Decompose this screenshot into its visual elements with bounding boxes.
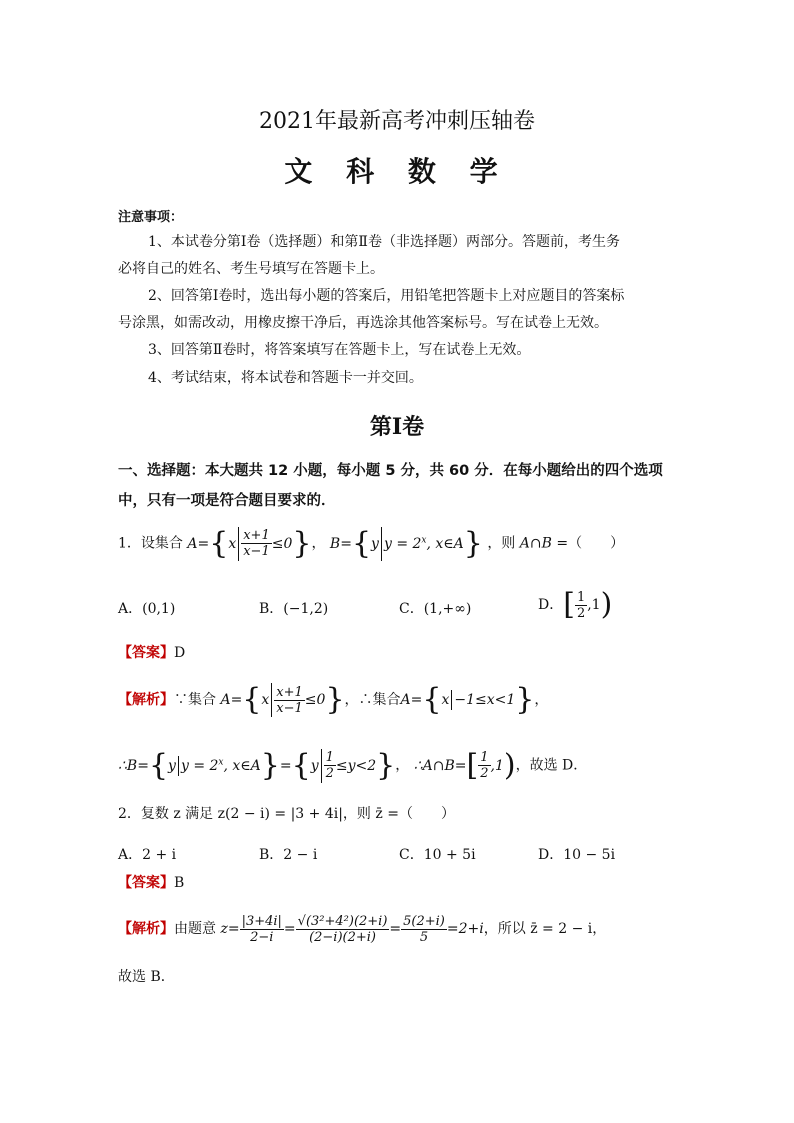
q2-option-d: D．10 − 5i bbox=[538, 847, 616, 863]
q2-option-a: A．2 + i bbox=[118, 847, 177, 863]
q1-analysis-set-a: A={x $\frac{x+1}{x-1}$ ≤0} bbox=[220, 682, 345, 717]
note-line-5: 3、回答第Ⅱ卷时，将答案填写在答题卡上，写在试卷上无效。 bbox=[148, 342, 531, 358]
q2-analysis-formula: z= $\frac{|3+4i|}{2-i}$ = $\frac{\text{√(3²+4²)(2+i)}}{(2-i)(2+i)}$ = $\frac{5(2+i)}{5}$ =2+i bbox=[220, 913, 484, 945]
q2-option-c: C．10 + 5i bbox=[399, 847, 476, 863]
question-2: 2．复数 z 满足 z(2 − i) = |3 + 4i|，则 z̄ =（ ） bbox=[118, 806, 455, 822]
q1-set-a: A={x $\frac{x+1}{x-1}$ ≤0} bbox=[187, 525, 312, 561]
note-line-1: 1、本试卷分第Ⅰ卷（选择题）和第Ⅱ卷（非选择题）两部分。答题前，考生务 bbox=[148, 234, 620, 250]
q2-analysis-line bbox=[118, 909, 606, 949]
q1-analysis-set-a-result: A={x −1≤x<1} bbox=[400, 682, 535, 717]
notes-heading: 注意事项： bbox=[118, 210, 184, 225]
subject-title: 文 科 数 学 bbox=[284, 155, 510, 188]
q2-analysis-tag: 【解析】 bbox=[118, 921, 174, 937]
q2-conclusion: 故选 B． bbox=[118, 969, 175, 985]
q1-option-d: D．[ $\frac{1}{2}$ ,1) bbox=[538, 587, 613, 622]
q2-answer bbox=[118, 876, 184, 890]
section-title: 第Ⅰ卷 bbox=[369, 414, 425, 440]
paper-title: 2021年最新高考冲刺压轴卷 bbox=[259, 109, 535, 134]
q1-number: 1．设集合 bbox=[118, 535, 183, 552]
note-line-4: 号涂黑，如需改动，用橡皮擦干净后，再选涂其他答案标号。写在试卷上无效。 bbox=[118, 315, 608, 331]
q1-option-c: C．(1,+∞) bbox=[399, 601, 472, 617]
q1-answer bbox=[118, 646, 185, 660]
q1-analysis-set-b: ∴B={y $y = 2^x$, x∈A}={y $\frac{1}{2}$ ≤y<2} bbox=[118, 747, 396, 783]
q1-analysis-text-b: ，∴集合 bbox=[344, 692, 401, 708]
q1-analysis-intersection: ∴A∩B=[ $\frac{1}{2}$ ,1) bbox=[413, 747, 516, 783]
q1-analysis-conclusion: ，故选 D． bbox=[515, 757, 588, 774]
q1-answer-value: D bbox=[174, 645, 186, 661]
q1-analysis-line-2: ∴B={y $y = 2^x$, x∈A}={y $\frac{1}{2}$ ≤y<2}， ∴A∩B=[ $\frac{1}{2}$ ,1)，故选 D． bbox=[118, 747, 588, 783]
q1-analysis-text-a: ∵集合 bbox=[174, 692, 216, 708]
q2-answer-tag: 【答案】 bbox=[118, 875, 174, 891]
note-line-3: 2、回答第Ⅰ卷时，选出每小题的答案后，用铅笔把答题卡上对应题目的答案标 bbox=[148, 288, 625, 304]
q2-answer-value: B bbox=[174, 875, 185, 891]
section-instructions-1: 一、选择题：本大题共 12 小题，每小题 5 分，共 60 分．在每小题给出的四个选项 bbox=[118, 463, 663, 479]
q1-answer-tag: 【答案】 bbox=[118, 645, 174, 661]
section-instructions-2: 中，只有一项是符合题目要求的． bbox=[118, 493, 336, 509]
question-1: 1．设集合 A={x $\frac{x+1}{x-1}$ ≤0}， B={y $y = 2^x$, x∈A} ，则 A∩B =（ ） bbox=[118, 525, 625, 561]
q1-option-b: B．(−1,2) bbox=[259, 601, 329, 617]
note-line-6: 4、考试结束，将本试卷和答题卡一并交回。 bbox=[148, 370, 423, 386]
q1-set-b: B={y $y = 2^x$, x∈A} bbox=[329, 525, 483, 561]
q2-analysis-prefix: 由题意 bbox=[174, 921, 216, 937]
q1-ask: ，则 A∩B =（ ） bbox=[487, 535, 625, 552]
q2-analysis-suffix: ，所以 z̄ = 2 − i， bbox=[483, 921, 607, 937]
note-line-2: 必将自己的姓名、考生号填写在答题卡上。 bbox=[118, 261, 384, 277]
q1-option-a: A．(0,1) bbox=[118, 601, 176, 617]
q1-analysis-tag: 【解析】 bbox=[118, 692, 174, 708]
q2-option-b: B．2 − i bbox=[259, 847, 318, 863]
q1-analysis-line-1: 【解析】∵集合 A={x $\frac{x+1}{x-1}$ ≤0}，∴集合A={x −1≤x<1}， bbox=[118, 682, 549, 717]
